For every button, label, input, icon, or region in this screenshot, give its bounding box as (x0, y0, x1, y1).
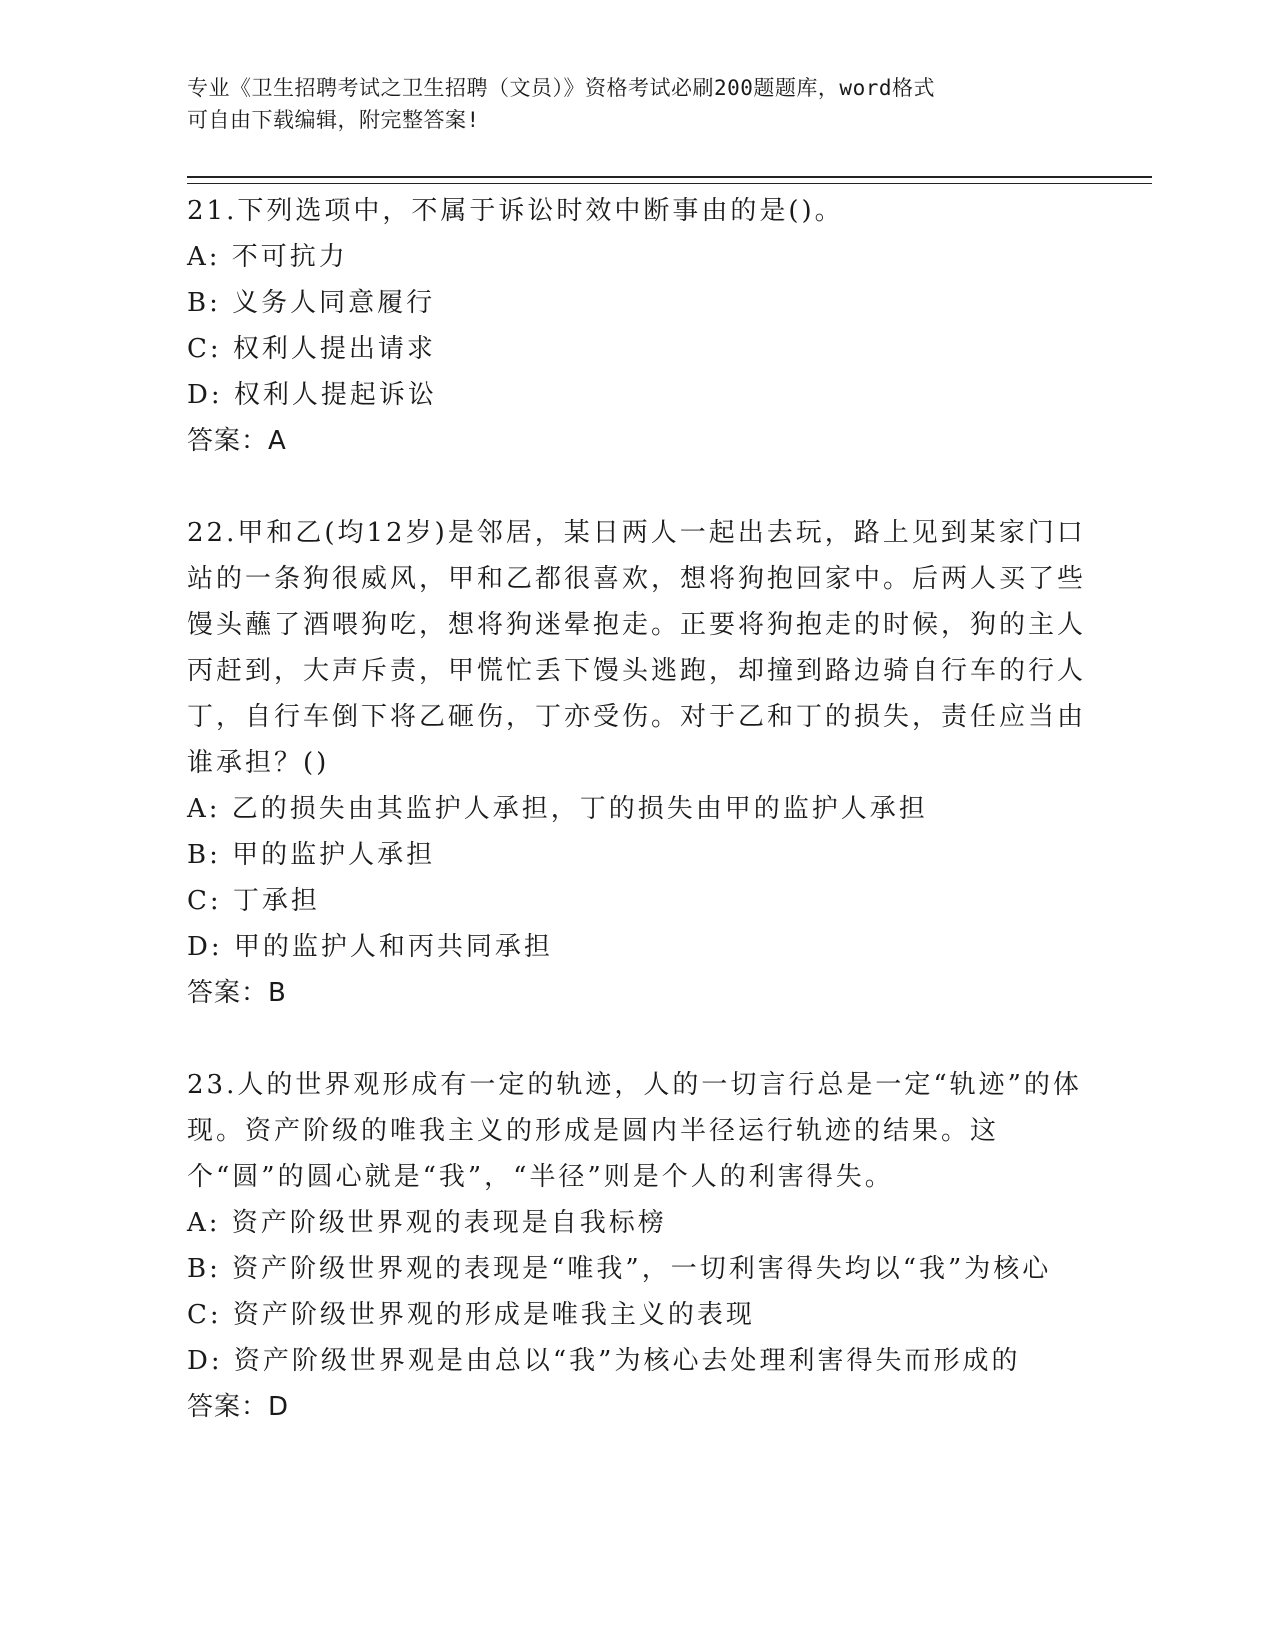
option-a: A: 乙的损失由其监护人承担，丁的损失由甲的监护人承担 (187, 794, 928, 824)
question-stem: 21.下列选项中，不属于诉讼时效中断事由的是()。 (187, 196, 844, 226)
question-spacer (187, 1016, 1087, 1062)
answer-label: 答案：D (187, 1392, 290, 1422)
question-stem: 23.人的世界观形成有一定的轨迹，人的一切言行总是一定“轨迹”的体现。资产阶级的唯我主义的形成是圆内半径运行轨迹的结果。这个“圆”的圆心就是“我”，“半径”则是个人的利害得失。 (187, 1070, 1082, 1192)
header-line-1: 专业《卫生招聘考试之卫生招聘（文员）》资格考试必刷200题题库，word格式 (187, 76, 935, 100)
question-21 (187, 188, 1087, 464)
option-a: A: 资产阶级世界观的表现是自我标榜 (187, 1208, 667, 1238)
answer-label: 答案：A (187, 426, 287, 456)
question-22 (187, 510, 1087, 1016)
option-d: D: 权利人提起诉讼 (187, 380, 437, 410)
option-a: A: 不可抗力 (187, 242, 348, 272)
option-c: C: 丁承担 (187, 886, 320, 916)
option-b: B: 义务人同意履行 (187, 288, 436, 318)
question-23 (187, 1062, 1087, 1430)
header-divider-thin (187, 183, 1152, 184)
option-b: B: 资产阶级世界观的表现是“唯我”，一切利害得失均以“我”为核心 (187, 1254, 1052, 1284)
question-stem: 22.甲和乙(均12岁)是邻居，某日两人一起出去玩，路上见到某家门口站的一条狗很威风，甲和乙都很喜欢，想将狗抱回家中。后两人买了些馒头蘸了酒喂狗吃，想将狗迷晕抱走。正要将狗抱走的时候，狗的主人丙赶到，大声斥责，甲慌忙丢下馒头逃跑，却撞到路边骑自行车的行人丁，自行车倒下将乙砸伤，丁亦受伤。对于乙和丁的损失，责任应当由谁承担？() (187, 518, 1087, 778)
header-divider-thick (187, 176, 1152, 178)
document-header (187, 72, 1087, 136)
option-d: D: 甲的监护人和丙共同承担 (187, 932, 553, 962)
answer-label: 答案：B (187, 978, 287, 1008)
header-line-2: 可自由下载编辑，附完整答案! (187, 108, 480, 132)
option-b: B: 甲的监护人承担 (187, 840, 436, 870)
option-c: C: 权利人提出请求 (187, 334, 436, 364)
question-spacer (187, 464, 1087, 510)
question-list (187, 188, 1087, 1430)
option-d: D: 资产阶级世界观是由总以“我”为核心去处理利害得失而形成的 (187, 1346, 1021, 1376)
option-c: C: 资产阶级世界观的形成是唯我主义的表现 (187, 1300, 755, 1330)
